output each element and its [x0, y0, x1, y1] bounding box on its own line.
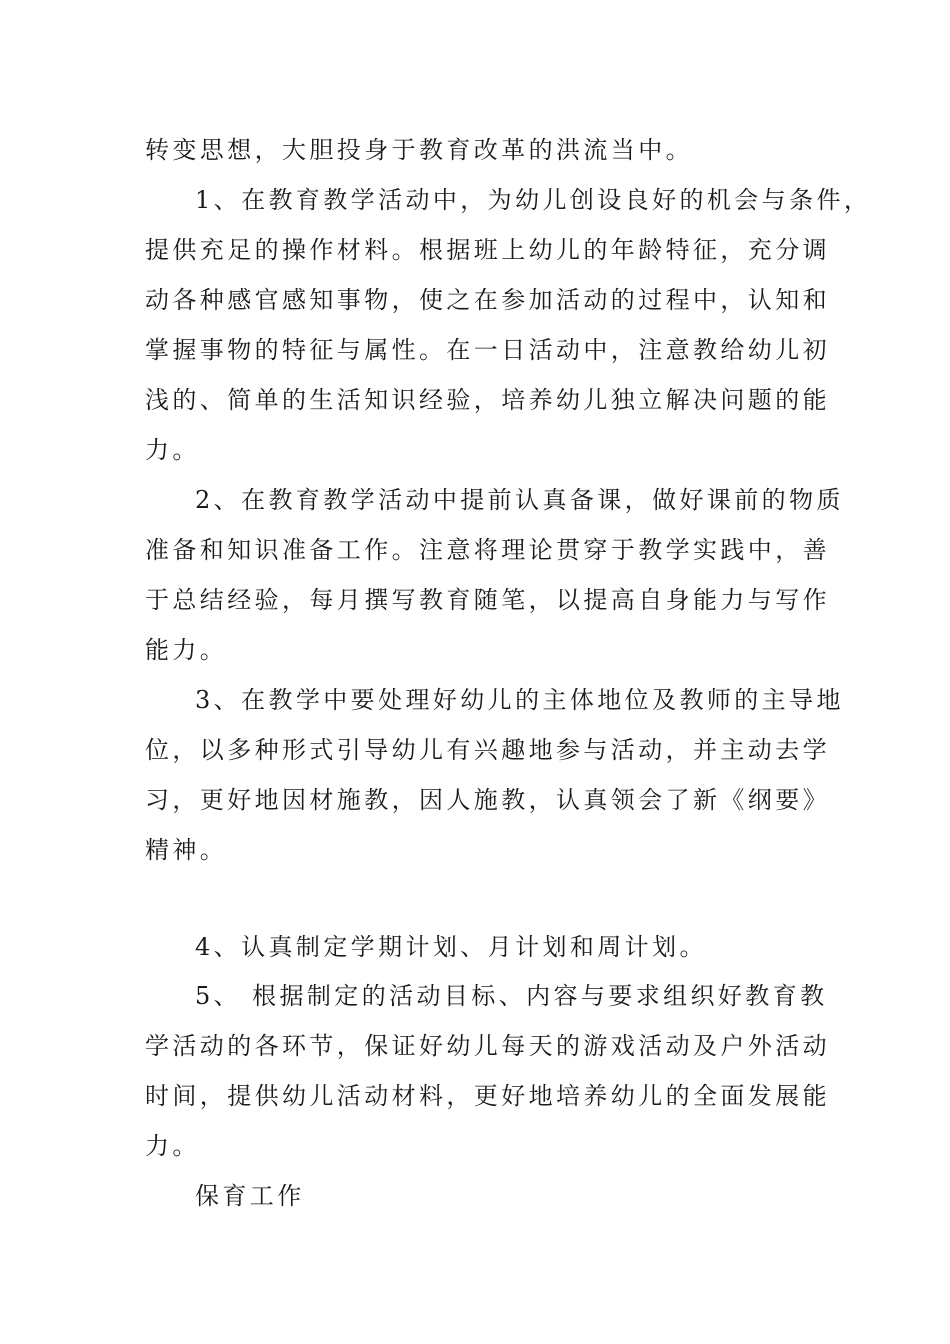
paragraph-4-line: 4、认真制定学期计划、月计划和周计划。 — [195, 933, 707, 961]
paragraph-3-line: 3、在教学中要处理好幼儿的主体地位及教师的主导地 — [195, 686, 844, 714]
text-line: 准备和知识准备工作。注意将理论贯穿于教学实践中，善 — [145, 536, 830, 564]
text-line: 动各种感官感知事物，使之在参加活动的过程中，认知和 — [145, 286, 830, 314]
text-line: 提供充足的操作材料。根据班上幼儿的年龄特征，充分调 — [145, 236, 830, 264]
text-line: 精神。 — [145, 836, 228, 864]
text-line: 时间，提供幼儿活动材料，更好地培养幼儿的全面发展能 — [145, 1082, 830, 1110]
section-heading: 保育工作 — [195, 1182, 305, 1210]
text-line: 转变思想，大胆投身于教育改革的洪流当中。 — [145, 136, 693, 164]
paragraph-5-line: 5、 根据制定的活动目标、内容与要求组织好教育教 — [195, 982, 828, 1010]
text-line: 能力。 — [145, 636, 228, 664]
text-line: 学活动的各环节，保证好幼儿每天的游戏活动及户外活动 — [145, 1032, 830, 1060]
text-line: 掌握事物的特征与属性。在一日活动中，注意教给幼儿初 — [145, 336, 830, 364]
text-line: 力。 — [145, 1132, 200, 1160]
text-line: 于总结经验，每月撰写教育随笔，以提高自身能力与写作 — [145, 586, 830, 614]
text-line: 力。 — [145, 436, 200, 464]
paragraph-2-line: 2、在教育教学活动中提前认真备课，做好课前的物质 — [195, 486, 844, 514]
paragraph-1-line: 1、在教育教学活动中，为幼儿创设良好的机会与条件， — [195, 186, 872, 214]
text-line: 位，以多种形式引导幼儿有兴趣地参与活动，并主动去学 — [145, 736, 830, 764]
text-line: 浅的、简单的生活知识经验，培养幼儿独立解决问题的能 — [145, 386, 830, 414]
text-line: 习，更好地因材施教，因人施教，认真领会了新《纲要》 — [145, 786, 830, 814]
